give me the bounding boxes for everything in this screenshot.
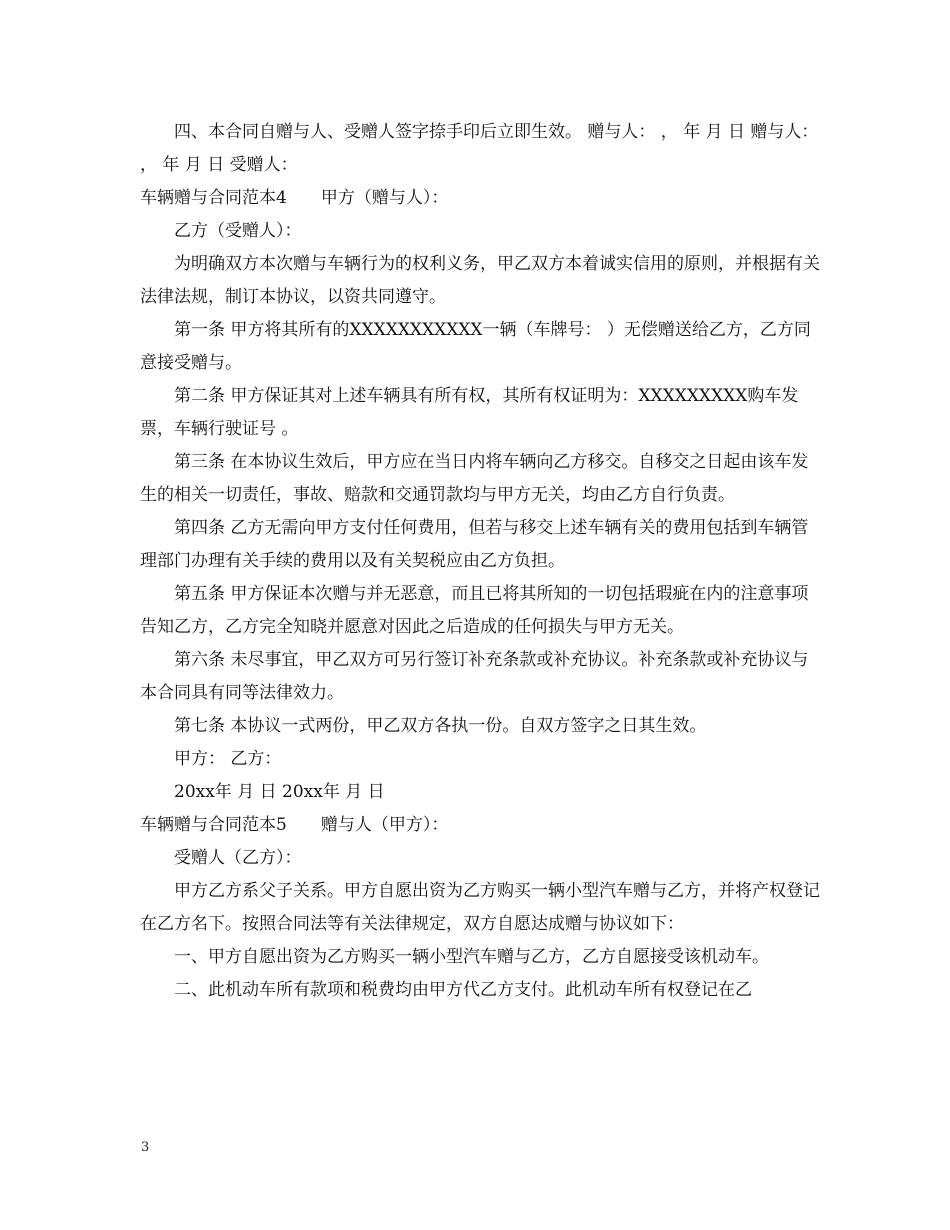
signature-dates: 20xx年 月 日 20xx年 月 日 [174,782,385,802]
heading-sample-4: 车辆赠与合同范本4 甲方（赠与人）： [140,188,449,208]
article-7: 第七条 本协议一式两份，甲乙双方各执一份。自双方签字之日其生效。 [174,716,707,736]
article-2: 第二条 甲方保证其对上述车辆具有所有权，其所有权证明为：XXXXXXXXX购车发票，车辆行驶证号 。 [140,386,799,439]
signature-parties: 甲方： 乙方： [174,749,282,769]
paragraph-party-b: 乙方（受赠人）： [174,221,302,241]
document-body [140,116,820,1007]
paragraph-relationship: 甲方乙方系父子关系。甲方自愿出资为乙方购买一辆小型汽车赠与乙方，并将产权登记在乙方名下。按照合同法等有关法律规定，双方自愿达成赠与协议如下： [140,881,820,934]
heading-sample-5: 车辆赠与合同范本5 赠与人（甲方）： [140,815,449,835]
article-3: 第三条 在本协议生效后，甲方应在当日内将车辆向乙方移交。自移交之日起由该车发生的相关一切责任，事故、赔款和交通罚款均与甲方无关，均由乙方自行负责。 [140,452,809,505]
clause-2: 二、此机动车所有款项和税费均由甲方代乙方支付。此机动车所有权登记在乙 [174,980,752,1000]
article-5: 第五条 甲方保证本次赠与并无恶意，而且已将其所知的一切包括瑕疵在内的注意事项告知乙方，乙方完全知晓并愿意对因此之后造成的任何损失与甲方无关。 [140,584,809,637]
paragraph-purpose: 为明确双方本次赠与车辆行为的权利义务，甲乙双方本着诚实信用的原则，并根据有关法律法规，制订本协议，以资共同遵守。 [140,254,820,307]
page-number: 3 [141,1140,150,1155]
paragraph-recipient: 受赠人（乙方）： [174,848,302,868]
article-4: 第四条 乙方无需向甲方支付任何费用，但若与移交上述车辆有关的费用包括到车辆管理部门办理有关手续的费用以及有关契税应由乙方负担。 [140,518,809,571]
article-6: 第六条 未尽事宜，甲乙双方可另行签订补充条款或补充协议。补充条款或补充协议与本合同具有同等法律效力。 [140,650,809,703]
clause-1: 一、甲方自愿出资为乙方购买一辆小型汽车赠与乙方，乙方自愿接受该机动车。 [174,947,769,967]
article-1: 第一条 甲方将其所有的XXXXXXXXXXX一辆（车牌号： ）无偿赠送给乙方，乙方同意接受赠与。 [140,320,811,373]
paragraph-effective-clause: 四、本合同自赠与人、受赠人签字捺手印后立即生效。 赠与人： ， 年 月 日 赠与人： ， 年 月 日 受赠人： [140,122,819,175]
